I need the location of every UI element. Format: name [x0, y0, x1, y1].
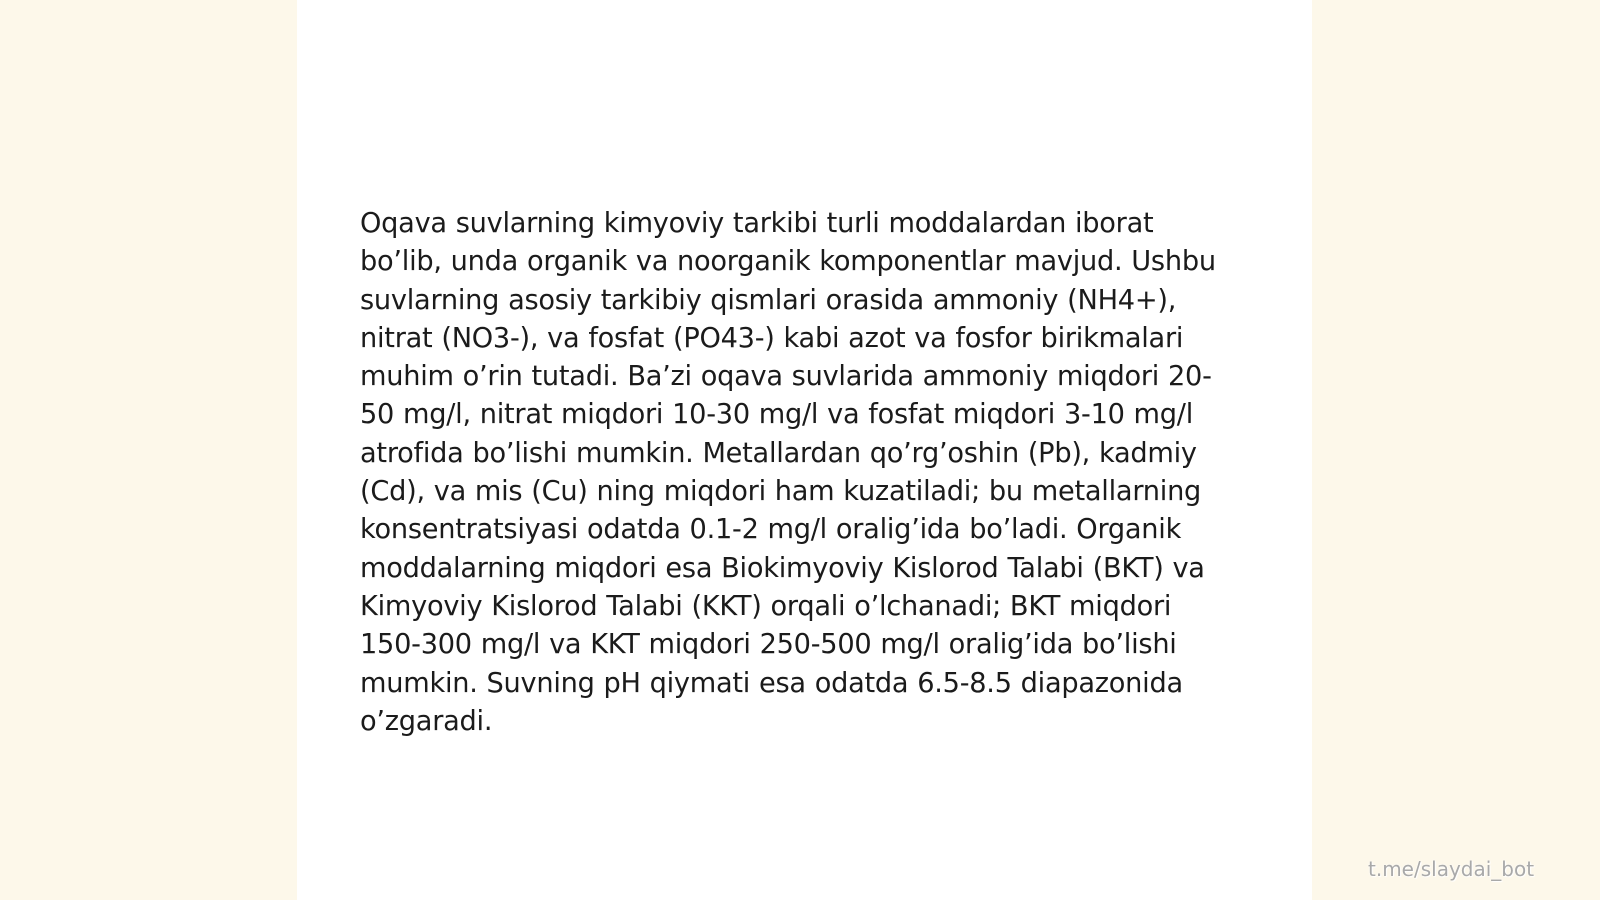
watermark-link: t.me/slaydai_bot: [1368, 857, 1535, 881]
slide-body-text: Oqava suvlarning kimyoviy tarkibi turli moddalardan iborat bo’lib, unda organik va noorganik komponentlar mavjud. Ushbu suvlarning asosiy tarkibiy qismlari orasida ammoniy (NH4+), nitrat (NO3-), va fosfat (PO43-) kabi azot va fosfor birikmalari muhim o’rin tutadi. Ba’zi oqava suvlarida ammoniy miqdori 20-50 mg/l, nitrat miqdori 10-30 mg/l va fosfat miqdori 3-10 mg/l atrofida bo’lishi mumkin. Metallardan qo’rg’oshin (Pb), kadmiy (Cd), va mis (Cu) ning miqdori ham kuzatiladi; bu metallarning konsentratsiyasi odatda 0.1-2 mg/l oralig’ida bo’ladi. Organik moddalarning miqdori esa Biokimyoviy Kislorod Talabi (BKT) va Kimyoviy Kislorod Talabi (KKT) orqali o’lchanadi; BKT miqdori 150-300 mg/l va KKT miqdori 250-500 mg/l oralig’ida bo’lishi mumkin. Suvning pH qiymati esa odatda 6.5-8.5 diapazonida o’zgaradi.: [360, 208, 1216, 737]
right-margin-panel: [1312, 0, 1600, 900]
left-margin-panel: [0, 0, 297, 900]
slide-canvas: [297, 0, 1312, 900]
